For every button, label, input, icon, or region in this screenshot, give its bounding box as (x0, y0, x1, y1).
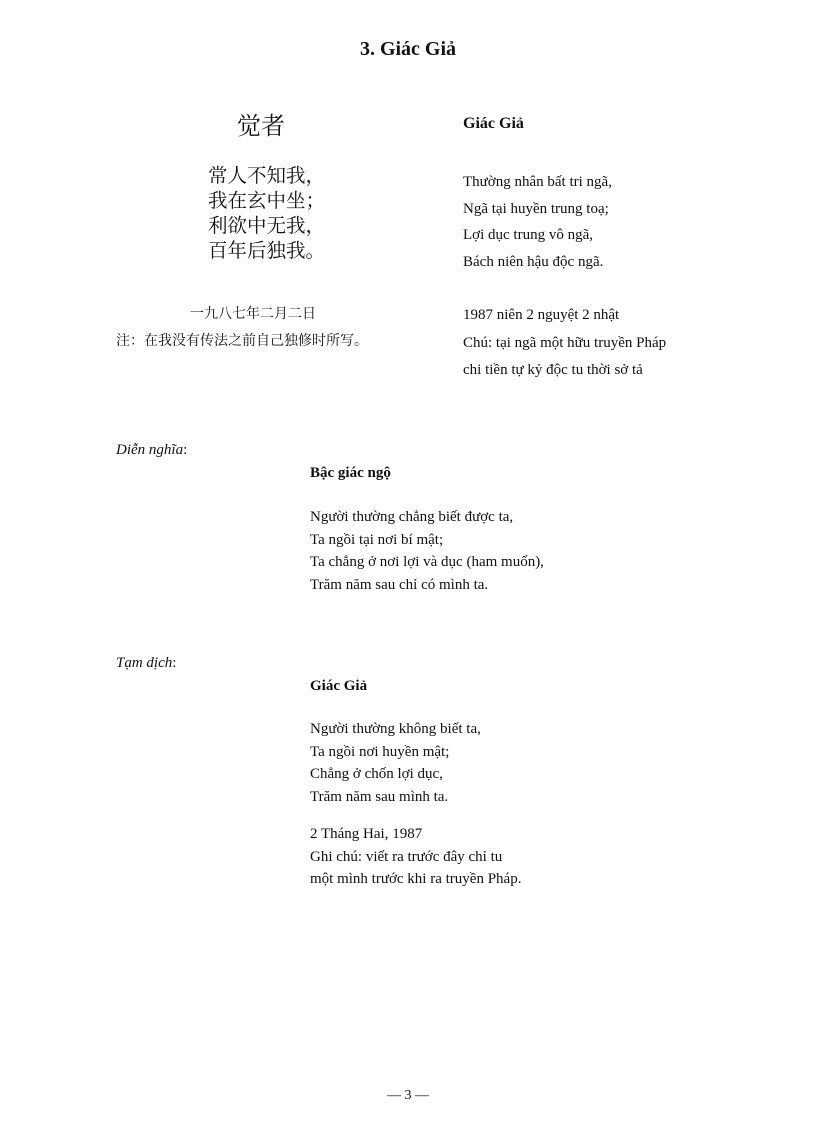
dien-nghia-line: Người thường chẳng biết được ta, (310, 509, 514, 525)
tam-dich-line: Chẳng ở chốn lợi dục, (310, 766, 443, 782)
tam-dich-label (116, 655, 176, 672)
chinese-poem-line: 常人不知我， (208, 164, 326, 187)
page-title: 3. Giác Giả (359, 38, 457, 60)
dien-nghia-label-text: Diễn nghĩa (116, 442, 184, 458)
hanviet-poem-title: Giác Giả (463, 115, 524, 132)
tam-dich-note-line: Ghi chú: viết ra trước đây chỉ tu (310, 848, 503, 865)
chinese-poem-line: 百年后独我。 (208, 239, 326, 262)
tam-dich-poem (310, 718, 481, 808)
chinese-poem-title: 觉者 (237, 112, 285, 140)
page-number: — 3 — (387, 1088, 429, 1103)
dien-nghia-title: Bậc giác ngộ (310, 465, 391, 481)
hanviet-poem-line: Thường nhân bất tri ngã, (463, 174, 612, 190)
hanviet-poem-line: Bách niên hậu độc ngã. (463, 253, 604, 270)
hanviet-notes (463, 302, 666, 385)
hanviet-note-line: Chú: tại ngã một hữu truyền Pháp (463, 334, 667, 351)
dien-nghia-line: Ta chẳng ở nơi lợi và dục (ham muốn), (310, 554, 544, 570)
hanviet-note-line: chi tiền tự kỷ độc tu thời sở tả (463, 362, 643, 378)
tam-dich-date: 2 Tháng Hai, 1987 (310, 826, 423, 842)
tam-dich-label-text: Tạm dịch (116, 655, 173, 671)
tam-dich-notes (310, 823, 521, 891)
dien-nghia-label (116, 442, 187, 459)
dien-nghia-poem (310, 506, 544, 596)
dien-nghia-line: Ta ngồi tại nơi bí mật; (310, 531, 444, 548)
hanviet-poem-line: Ngã tại huyền trung toạ; (463, 200, 609, 217)
dien-nghia-line: Trăm năm sau chỉ có mình ta. (310, 576, 489, 593)
chinese-date: 一九八七年二月二日 (190, 306, 316, 322)
tam-dich-line: Ta ngồi nơi huyền mật; (310, 743, 450, 760)
dien-nghia-colon: : (183, 442, 188, 458)
tam-dich-line: Trăm năm sau mình ta. (310, 788, 449, 805)
hanviet-date: 1987 niên 2 nguyệt 2 nhật (463, 307, 620, 323)
chinese-note: 注：在我没有传法之前自己独修时所写。 (116, 333, 368, 349)
tam-dich-colon: : (172, 655, 177, 671)
tam-dich-title: Giác Giả (310, 678, 368, 694)
hanviet-poem (463, 169, 612, 275)
hanviet-poem-line: Lợi dục trung vô ngã, (463, 227, 593, 243)
tam-dich-line: Người thường không biết ta, (310, 721, 481, 737)
chinese-poem-line: 利欲中无我， (208, 214, 326, 237)
chinese-poem (208, 163, 325, 263)
chinese-poem-line: 我在玄中坐； (208, 189, 326, 212)
tam-dich-note-line: một mình trước khi ra truyền Pháp. (310, 871, 522, 887)
